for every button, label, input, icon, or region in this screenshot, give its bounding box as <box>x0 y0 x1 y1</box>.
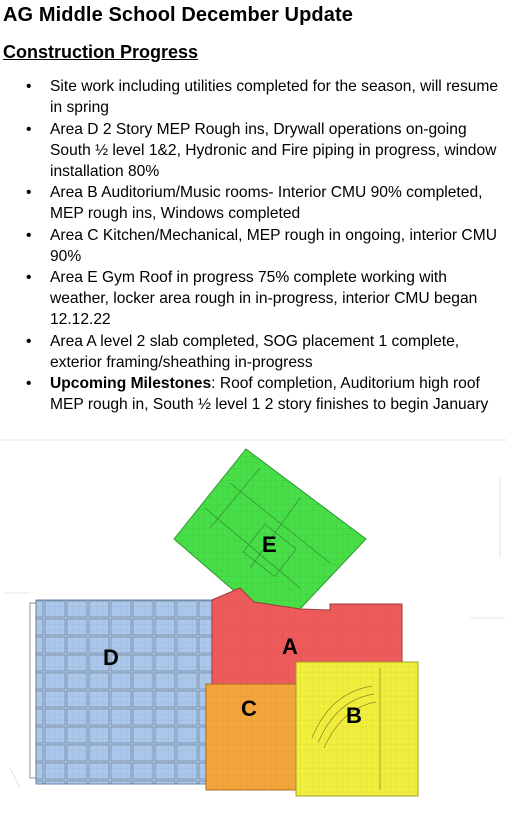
bullet-icon: • <box>26 332 32 350</box>
list-item-text: : Roof completion, Auditorium high roof MEP rough in, South ½ level 1 2 story finishes to begin January <box>50 375 489 413</box>
bullet-icon: • <box>26 120 32 138</box>
list-item-text: Area E Gym Roof in progress 75% complete working with weather, locker area rough in in-progress, interior CMU began 12.12.22 <box>50 269 478 328</box>
list-item <box>26 225 502 267</box>
milestones-label: Upcoming Milestones <box>50 375 212 392</box>
list-item-text: Area B Auditorium/Music rooms- Interior CMU 90% completed, MEP rough ins, Windows completed <box>50 184 483 222</box>
bullet-icon: • <box>26 184 32 201</box>
list-item <box>26 373 502 415</box>
list-item-text: Site work including utilities completed for the season, will resume in spring <box>50 78 499 116</box>
section-heading: Construction Progress <box>3 42 199 62</box>
list-item <box>26 331 502 373</box>
bullet-icon: • <box>26 375 32 392</box>
bullet-icon: • <box>26 226 32 244</box>
page-title: AG Middle School December Update <box>3 4 353 26</box>
area-b <box>296 662 418 796</box>
progress-list <box>26 76 502 416</box>
area-c-label: C <box>241 696 257 721</box>
area-d <box>30 600 212 784</box>
list-item <box>26 182 502 224</box>
area-a-label: A <box>282 634 298 659</box>
area-b-label: B <box>346 703 362 728</box>
area-e-label: E <box>262 532 277 557</box>
list-item-text: Area D 2 Story MEP Rough ins, Drywall operations on-going South ½ level 1&2, Hydronic and Fire piping in progress, window installation 80% <box>50 120 497 180</box>
site-plan <box>0 438 507 813</box>
bullet-icon: • <box>26 78 32 95</box>
list-item <box>26 119 502 182</box>
bullet-icon: • <box>26 269 32 286</box>
area-d-label: D <box>103 645 119 670</box>
list-item <box>26 267 502 330</box>
list-item <box>26 76 502 118</box>
list-item-text: Area C Kitchen/Mechanical, MEP rough in ongoing, interior CMU 90% <box>50 226 497 265</box>
area-e <box>174 449 366 609</box>
list-item-text: Area A level 2 slab completed, SOG placement 1 complete, exterior framing/sheathing in-progress <box>50 332 460 371</box>
